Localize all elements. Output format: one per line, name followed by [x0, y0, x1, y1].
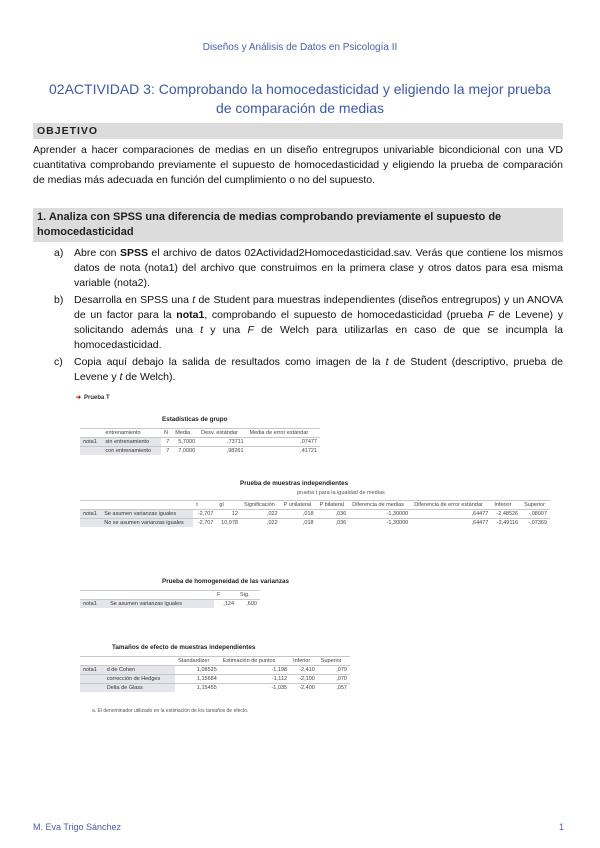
table-cell: t — [193, 501, 216, 510]
table-cell: -2,400 — [290, 684, 318, 693]
objetivo-heading: OBJETIVO — [33, 123, 563, 139]
table-cell: entrenamiento — [102, 429, 161, 438]
table-cell: ,600 — [237, 600, 260, 609]
table-cell: Estimación de puntos — [220, 657, 290, 666]
table-cell: ,070 — [318, 675, 350, 684]
table-cell — [80, 684, 104, 693]
page-title: 02ACTIVIDAD 3: Comprobando la homocedasticidad y eligiendo la mejor prueba de comparación de medias — [49, 81, 551, 116]
effect-size-caption: Tamaños de efecto de muestras independientes — [112, 644, 256, 651]
table-cell: Significación — [241, 501, 281, 510]
table-cell: -1,112 — [220, 675, 290, 684]
table-row — [80, 666, 350, 675]
table-cell: -2,707 — [193, 510, 216, 519]
table-cell: -,08007 — [521, 510, 550, 519]
task-marker: a) — [54, 247, 64, 259]
table-cell: P unilateral — [281, 501, 317, 510]
effect-size-table — [80, 656, 350, 692]
task-text: Copia aquí debajo la salida de resultados como imagen de la t de Student (descriptivo, prueba de Levene y t de Welch). — [74, 356, 564, 383]
indep-samples-caption: Prueba de muestras independientes — [240, 480, 349, 487]
table-cell: Superior — [318, 657, 350, 666]
table-cell: Media — [172, 429, 198, 438]
table-cell: ,41721 — [247, 447, 320, 456]
table-cell: ,98261 — [198, 447, 246, 456]
table-cell: sin entrenamiento — [102, 438, 161, 447]
table-cell: Se asumen varianzas iguales — [107, 600, 214, 609]
table-cell: -1,035 — [220, 684, 290, 693]
objetivo-text: Aprender a hacer comparaciones de medias en un diseño entregrupos univariable bicondicional con una VD cuantitativa comprobando previamente el supuesto de homocedasticidad y eligiendo la prueba de comparación de medias más adecuada en función del cumplimiento o no del supuesto. — [33, 144, 563, 186]
table-cell: ,079 — [318, 666, 350, 675]
table-cell: -,07369 — [521, 519, 550, 528]
table-cell — [80, 675, 104, 684]
table-cell: Superior — [521, 501, 550, 510]
table-row — [80, 447, 320, 456]
table-header-row — [80, 429, 320, 438]
table-cell: 1,08525 — [175, 666, 220, 675]
table-cell — [104, 657, 175, 666]
table-cell: N — [161, 429, 172, 438]
table-cell — [101, 501, 193, 510]
table-cell: Standardizer — [175, 657, 220, 666]
table-cell: Delta de Glass — [104, 684, 175, 693]
table-cell: ,018 — [281, 519, 317, 528]
task-item-a — [54, 246, 563, 291]
levene-caption: Prueba de homogeneidad de las varianzas — [162, 578, 290, 585]
table-cell — [80, 519, 101, 528]
table-cell — [80, 591, 107, 600]
table-cell: -2,190 — [290, 675, 318, 684]
table-cell — [80, 447, 102, 456]
table-cell — [107, 591, 214, 600]
table-cell: 1,15455 — [175, 684, 220, 693]
effect-size-notes: a. El denominador utilizado en la estimación de los tamaños de efecto. — [92, 708, 249, 714]
table-cell: d de Cohen — [104, 666, 175, 675]
table-cell — [80, 657, 104, 666]
task-text: Desarrolla en SPSS una t de Student para muestras independientes (diseños entregrupos) y un ANOVA de un factor para la nota1, comprobando el supuesto de homocedasticidad (prueba F de Levene) y solicitando además una t y una F de Welch para utilizarlas en caso de que se incumpla la homocedasticidad. — [74, 294, 563, 351]
task-text: Abre con SPSS el archivo de datos 02Actividad2Homocedasticidad.sav. Verás que contiene los mismos datos de nota (nota1) del archivo que construimos en la primera clase y otros datos para esa misma variable (nota2). — [74, 247, 563, 289]
table-row — [80, 519, 550, 528]
table-cell: -2,707 — [193, 519, 216, 528]
table-cell: ,022 — [241, 510, 281, 519]
table-cell: nota1 — [80, 510, 101, 519]
levene-table — [80, 590, 260, 608]
section1-heading: 1. Analiza con SPSS una diferencia de medias comprobando previamente el supuesto de homocedasticidad — [33, 208, 563, 242]
task-item-b — [54, 293, 563, 353]
table-cell: 7 — [161, 438, 172, 447]
document-header: Diseños y Análisis de Datos en Psicología II — [202, 42, 398, 53]
table-cell: con entrenamiento — [102, 447, 161, 456]
table-cell: -2,49116 — [491, 519, 521, 528]
footer-author: M. Eva Trigo Sánchez — [33, 822, 122, 832]
task-marker: b) — [54, 294, 64, 306]
table-cell: ,036 — [317, 519, 350, 528]
table-cell: Diferencia de medias — [349, 501, 411, 510]
table-cell — [80, 501, 101, 510]
table-cell — [80, 429, 102, 438]
table-row — [80, 600, 260, 609]
table-cell: ,022 — [241, 519, 281, 528]
table-cell: -2,48526 — [491, 510, 521, 519]
indep-samples-table — [80, 500, 550, 527]
table-cell: nota1 — [80, 600, 107, 609]
table-cell: gl — [216, 501, 241, 510]
table-cell: 12 — [216, 510, 241, 519]
table-cell: -2,410 — [290, 666, 318, 675]
table-cell: 7,0000 — [172, 447, 198, 456]
table-cell: No se asumen varianzas iguales — [101, 519, 193, 528]
table-header-row — [80, 591, 260, 600]
table-cell: ,73711 — [198, 438, 246, 447]
table-cell: ,64477 — [411, 519, 491, 528]
table-row — [80, 675, 350, 684]
arrow-right-icon: ➔ — [76, 395, 82, 401]
table-cell: ,07477 — [247, 438, 320, 447]
prueba-t-label — [76, 394, 110, 401]
table-cell: Media de error estándar — [247, 429, 320, 438]
table-cell: ,057 — [318, 684, 350, 693]
table-cell: Diferencia de error estándar — [411, 501, 491, 510]
table-cell: ,64477 — [411, 510, 491, 519]
table-header-row — [80, 657, 350, 666]
table-cell: P bilateral — [317, 501, 350, 510]
indep-samples-subheader: prueba t para la igualdad de medias — [297, 490, 385, 496]
table-cell: ,036 — [317, 510, 350, 519]
table-cell: corrección de Hedges — [104, 675, 175, 684]
spss-output-image — [72, 390, 552, 730]
table-cell: Desv. estándar — [198, 429, 246, 438]
task-marker: c) — [54, 356, 63, 368]
table-cell: Se asumen varianzas iguales — [101, 510, 193, 519]
table-cell: ,018 — [281, 510, 317, 519]
task-item-c — [54, 355, 563, 385]
table-cell: 7 — [161, 447, 172, 456]
table-cell: -1,30000 — [349, 519, 411, 528]
table-row — [80, 684, 350, 693]
table-cell: Inferior — [290, 657, 318, 666]
table-cell: ,124 — [214, 600, 237, 609]
page-number: 1 — [558, 822, 564, 832]
table-cell: -1,30000 — [349, 510, 411, 519]
group-stats-table — [80, 428, 320, 455]
group-stats-caption: Estadísticas de grupo — [162, 416, 228, 423]
table-row — [80, 510, 550, 519]
table-cell: nota1 — [80, 666, 104, 675]
table-cell: 10,978 — [216, 519, 241, 528]
table-cell: Sig. — [237, 591, 260, 600]
prueba-t-text: Prueba T — [84, 395, 110, 401]
task-list — [54, 246, 563, 387]
table-row — [80, 438, 320, 447]
table-header-row — [80, 501, 550, 510]
table-cell: 5,7000 — [172, 438, 198, 447]
table-cell: F — [214, 591, 237, 600]
table-cell: 1,15684 — [175, 675, 220, 684]
table-cell: nota1 — [80, 438, 102, 447]
table-cell: Inferior — [491, 501, 521, 510]
table-cell: -1,198 — [220, 666, 290, 675]
